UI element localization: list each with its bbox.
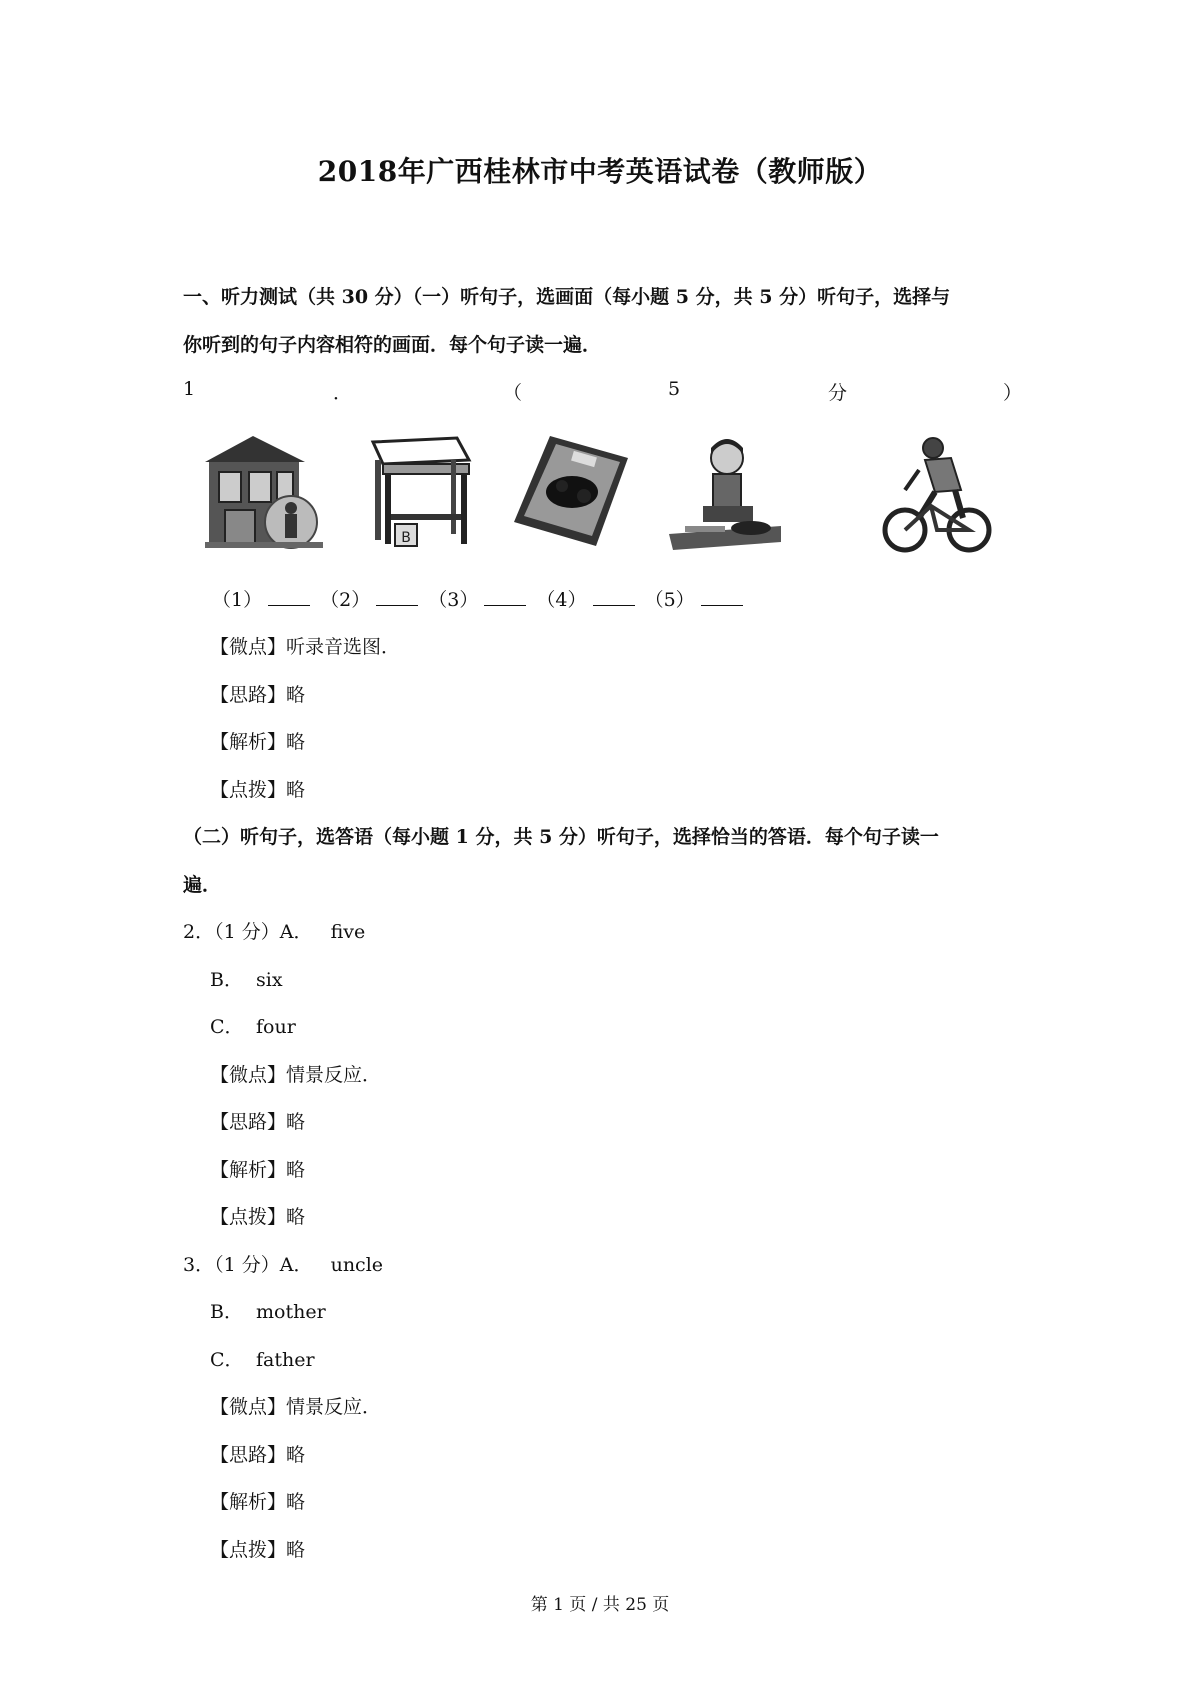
- book-picture: [510, 430, 630, 555]
- answer-blank-5[interactable]: [701, 587, 743, 606]
- question-3-option-c[interactable]: father: [256, 1349, 315, 1371]
- blank-label-2: （2）: [320, 589, 371, 611]
- option-c-label: C．: [210, 1016, 244, 1038]
- q3-note-tip: 【点拨】略: [210, 1539, 306, 1561]
- blank-label-3: （3）: [428, 589, 479, 611]
- blank-label-4: （4）: [536, 589, 587, 611]
- question-1-dot: ．: [333, 382, 353, 404]
- blank-label-5: （5）: [644, 589, 695, 611]
- girl-picture: [665, 430, 785, 555]
- question-1-pictures: [205, 430, 1040, 555]
- question-3-option-c-row: [210, 1345, 315, 1372]
- house-picture: [205, 430, 325, 555]
- answer-blank-4[interactable]: [593, 587, 635, 606]
- question-2-number: 2．（1 分）A．: [183, 921, 313, 943]
- question-3-option-b[interactable]: mother: [256, 1301, 326, 1323]
- question-1-number: 1: [183, 378, 196, 400]
- question-3-option-a[interactable]: uncle: [330, 1254, 384, 1276]
- q1-note-keypoint: 【微点】听录音选图．: [210, 636, 401, 658]
- q1-note-analysis: 【解析】略: [210, 731, 306, 753]
- section2-heading-line1: （二）听句子，选答语（每小题 1 分，共 5 分）听句子，选择恰当的答语．每个句子读一: [183, 826, 939, 848]
- q2-note-approach: 【思路】略: [210, 1111, 306, 1133]
- question-1-score: 5: [668, 378, 681, 400]
- q3-note-approach: 【思路】略: [210, 1444, 306, 1466]
- option-b-label: B．: [210, 969, 243, 991]
- page-title: 2018年广西桂林市中考英语试卷（教师版）: [317, 155, 883, 188]
- q1-note-approach: 【思路】略: [210, 684, 306, 706]
- q2-note-tip: 【点拨】略: [210, 1206, 306, 1228]
- question-1-close-paren: ）: [1003, 382, 1023, 404]
- answer-blank-1[interactable]: [268, 587, 310, 606]
- question-3-option-b-row: [210, 1297, 326, 1324]
- option-c-label: C．: [210, 1349, 244, 1371]
- svg-text:B: B: [401, 530, 411, 546]
- q2-note-keypoint: 【微点】情景反应．: [210, 1064, 382, 1086]
- answer-blank-2[interactable]: [376, 587, 418, 606]
- question-3-stem: [183, 1250, 383, 1277]
- question-3-number: 3．（1 分）A．: [183, 1254, 313, 1276]
- q2-note-analysis: 【解析】略: [210, 1159, 306, 1181]
- question-2-option-b[interactable]: six: [256, 969, 283, 991]
- section1-heading-line2: 你听到的句子内容相符的画面．每个句子读一遍．: [183, 334, 602, 356]
- answer-blank-3[interactable]: [484, 587, 526, 606]
- question-1-score-unit: 分: [828, 382, 848, 404]
- page-footer: 第 1 页 / 共 25 页: [530, 1595, 670, 1615]
- question-2-option-a[interactable]: five: [330, 921, 366, 943]
- blank-label-1: （1）: [212, 589, 263, 611]
- cyclist-picture: [875, 430, 995, 555]
- question-2-stem: [183, 917, 365, 944]
- q3-note-analysis: 【解析】略: [210, 1491, 306, 1513]
- q1-note-tip: 【点拨】略: [210, 779, 306, 801]
- section1-heading-line1: 一、听力测试（共 30 分）（一）听句子，选画面（每小题 5 分，共 5 分）听句子，选择与: [183, 286, 951, 308]
- question-1-answer-blanks: [212, 585, 747, 612]
- q3-note-keypoint: 【微点】情景反应．: [210, 1396, 382, 1418]
- section2-heading-line2: 遍．: [183, 874, 222, 896]
- table-picture: [365, 430, 485, 555]
- question-2-option-c[interactable]: four: [256, 1016, 296, 1038]
- option-b-label: B．: [210, 1301, 243, 1323]
- question-1-open-paren: （: [503, 382, 523, 404]
- question-2-option-b-row: [210, 965, 283, 992]
- question-2-option-c-row: [210, 1012, 296, 1039]
